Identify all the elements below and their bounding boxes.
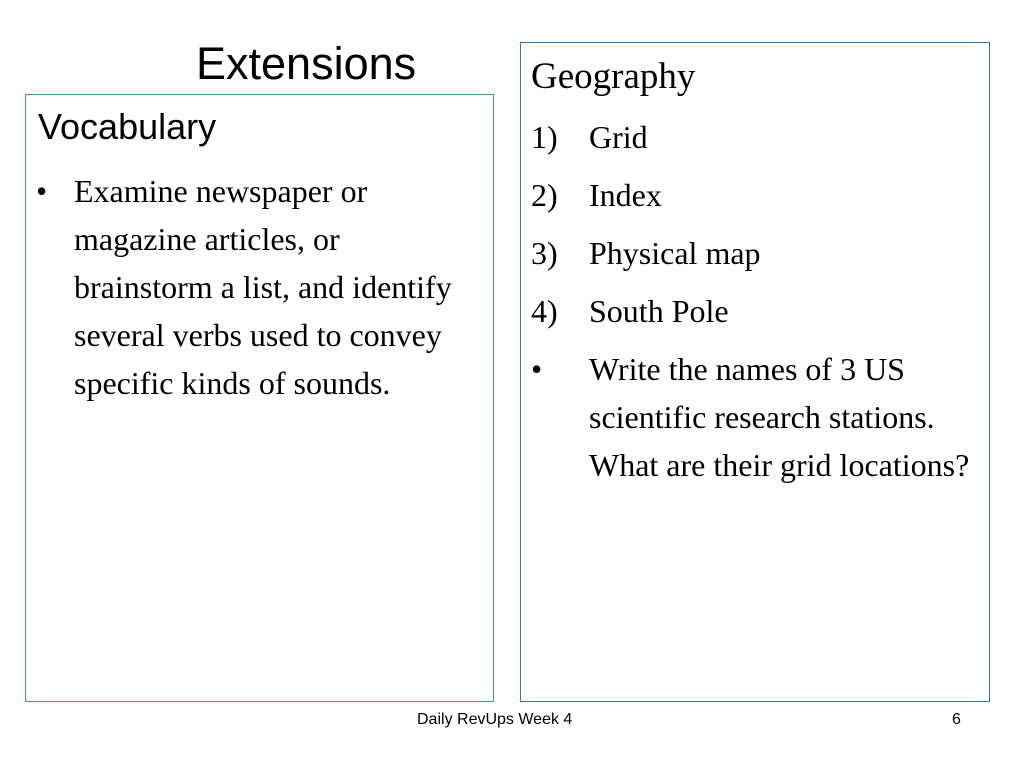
list-item-number: 3) xyxy=(531,235,558,271)
vocabulary-box xyxy=(25,94,494,702)
vocabulary-bullet-text: Examine newspaper or magazine articles, or brainstorm a list, and identify several verbs used to convey specific kinds of sounds. xyxy=(74,173,452,401)
geography-box xyxy=(520,42,990,702)
list-item xyxy=(531,171,981,219)
page-number: 6 xyxy=(952,711,961,728)
list-item-number: 4) xyxy=(531,293,558,329)
geography-numbered-list xyxy=(531,113,981,345)
geography-bullet xyxy=(531,345,981,489)
list-item-text: Grid xyxy=(589,119,648,155)
vocabulary-heading: Vocabulary xyxy=(38,106,217,147)
bullet-icon: • xyxy=(531,351,543,387)
geography-bullet-text: Write the names of 3 US scientific research stations. What are their grid locations? xyxy=(589,351,970,483)
list-item xyxy=(531,229,981,277)
geography-heading: Geography xyxy=(531,56,696,97)
list-item xyxy=(531,287,981,335)
list-item xyxy=(531,113,981,161)
list-item-text: Physical map xyxy=(589,235,761,271)
list-item-number: 1) xyxy=(531,119,558,155)
list-item-number: 2) xyxy=(531,177,558,213)
bullet-icon: • xyxy=(36,173,48,209)
list-item-text: Index xyxy=(589,177,662,213)
list-item-text: South Pole xyxy=(589,293,729,329)
slide-title: Extensions xyxy=(196,38,417,89)
vocabulary-bullet xyxy=(36,167,476,407)
slide-footer: Daily RevUps Week 4 xyxy=(417,711,573,728)
